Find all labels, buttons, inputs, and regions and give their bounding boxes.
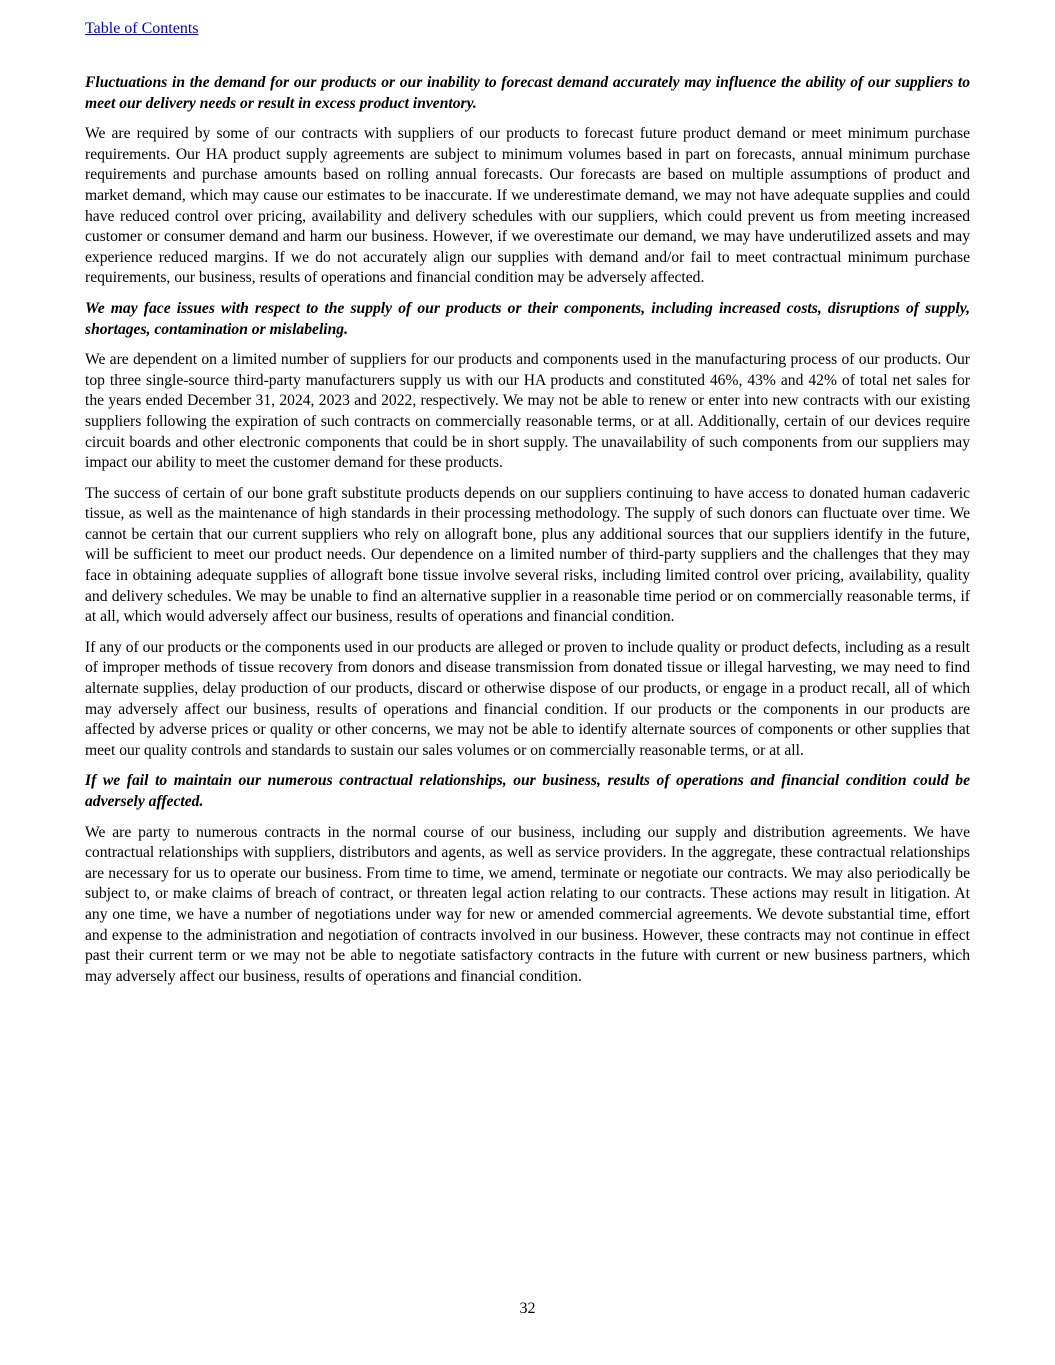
risk-section-contractual-relationships bbox=[85, 771, 970, 987]
body-paragraph: We are dependent on a limited number of suppliers for our products and components used in the manufacturing process of our products. Our top three single-source third-party manufacturers supply us with our HA products and constituted 46%, 43% and 42% of total net sales for the years ended December 31, 2024, 2023 and 2022, respectively. We may not be able to renew or enter into new contracts with our existing suppliers following the expiration of such contracts on commercially reasonable terms, or at all. Additionally, certain of our devices require circuit boards and other electronic components that could be in short supply. The unavailability of such components from our suppliers may impact our ability to meet the customer demand for these products. bbox=[85, 351, 970, 472]
section-heading: We may face issues with respect to the supply of our products or their components, including increased costs, disruptions of supply, shortages, contamination or mislabeling. bbox=[85, 299, 970, 338]
document-body bbox=[85, 73, 970, 997]
body-paragraph: If any of our products or the components used in our products are alleged or proven to include quality or product defects, including as a result of improper methods of tissue recovery from donors and disease transmission from donated tissue or illegal harvesting, we may need to find alternate supplies, delay production of our products, discard or otherwise dispose of our products, or engage in a product recall, all of which may adversely affect our business, results of operations and financial condition. If our products or the components in our products are affected by adverse prices or quality or other concerns, we may not be able to identify alternate sources of components or other supplies that meet our quality controls and standards to sustain our sales volumes or on commercially reasonable terms, or at all. bbox=[85, 638, 970, 759]
risk-section-demand-forecast bbox=[85, 73, 970, 289]
table-of-contents-link[interactable]: Table of Contents bbox=[85, 20, 199, 37]
section-heading: Fluctuations in the demand for our products or our inability to forecast demand accurately may influence the ability of our suppliers to meet our delivery needs or result in excess product inventory. bbox=[85, 74, 970, 112]
body-paragraph: We are party to numerous contracts in the normal course of our business, including our supply and distribution agreements. We have contractual relationships with suppliers, distributors and agents, as well as service providers. In the aggregate, these contractual relationships are necessary for us to operate our business. From time to time, we amend, terminate or negotiate our contracts. We may also periodically be subject to, or make claims of breach of contract, or threaten legal action relating to our contracts. These actions may result in litigation. At any one time, we have a number of negotiations under way for new or amended commercial agreements. We devote substantial time, effort and expense to the administration and negotiation of contracts involved in our business. However, these contracts may not continue in effect past their current term or we may not be able to negotiate satisfactory contracts in the future with current or new business partners, which may adversely affect our business, results of operations and financial condition. bbox=[85, 823, 970, 985]
body-paragraph: We are required by some of our contracts with suppliers of our products to forecast future product demand or meet minimum purchase requirements. Our HA product supply agreements are subject to minimum volumes based in part on forecasts, annual minimum purchase requirements and purchase amounts based on rolling annual forecasts. Our forecasts are based on multiple assumptions of product and market demand, which may cause our estimates to be inaccurate. If we underestimate demand, we may not have adequate supplies and could have reduced control over pricing, availability and delivery schedules with our suppliers, which could prevent us from meeting increased customer or consumer demand and harm our business. However, if we overestimate our demand, we may have underutilized assets and may experience reduced margins. If we do not accurately align our supplies with demand and/or fail to meet contractual minimum purchase requirements, our business, results of operations and financial condition may be adversely affected. bbox=[85, 125, 970, 287]
risk-section-supply-issues bbox=[85, 299, 970, 761]
body-paragraph: The success of certain of our bone graft substitute products depends on our suppliers continuing to have access to donated human cadaveric tissue, as well as the maintenance of high standards in their processing methodology. The supply of such donors can fluctuate over time. We cannot be certain that our current suppliers who rely on allograft bone, plus any additional sources that our suppliers identify in the future, will be sufficient to meet our product needs. Our dependence on a limited number of third-party suppliers and the challenges that they may face in obtaining adequate supplies of allograft bone tissue involve several risks, including limited control over pricing, availability, quality and delivery schedules. We may be unable to find an alternative supplier in a reasonable time period or on commercially reasonable terms, if at all, which would adversely affect our business, results of operations and financial condition. bbox=[85, 484, 970, 626]
page-number: 32 bbox=[519, 1300, 536, 1317]
section-heading: If we fail to maintain our numerous contractual relationships, our business, results of operations and financial condition could be adversely affected. bbox=[85, 772, 970, 810]
